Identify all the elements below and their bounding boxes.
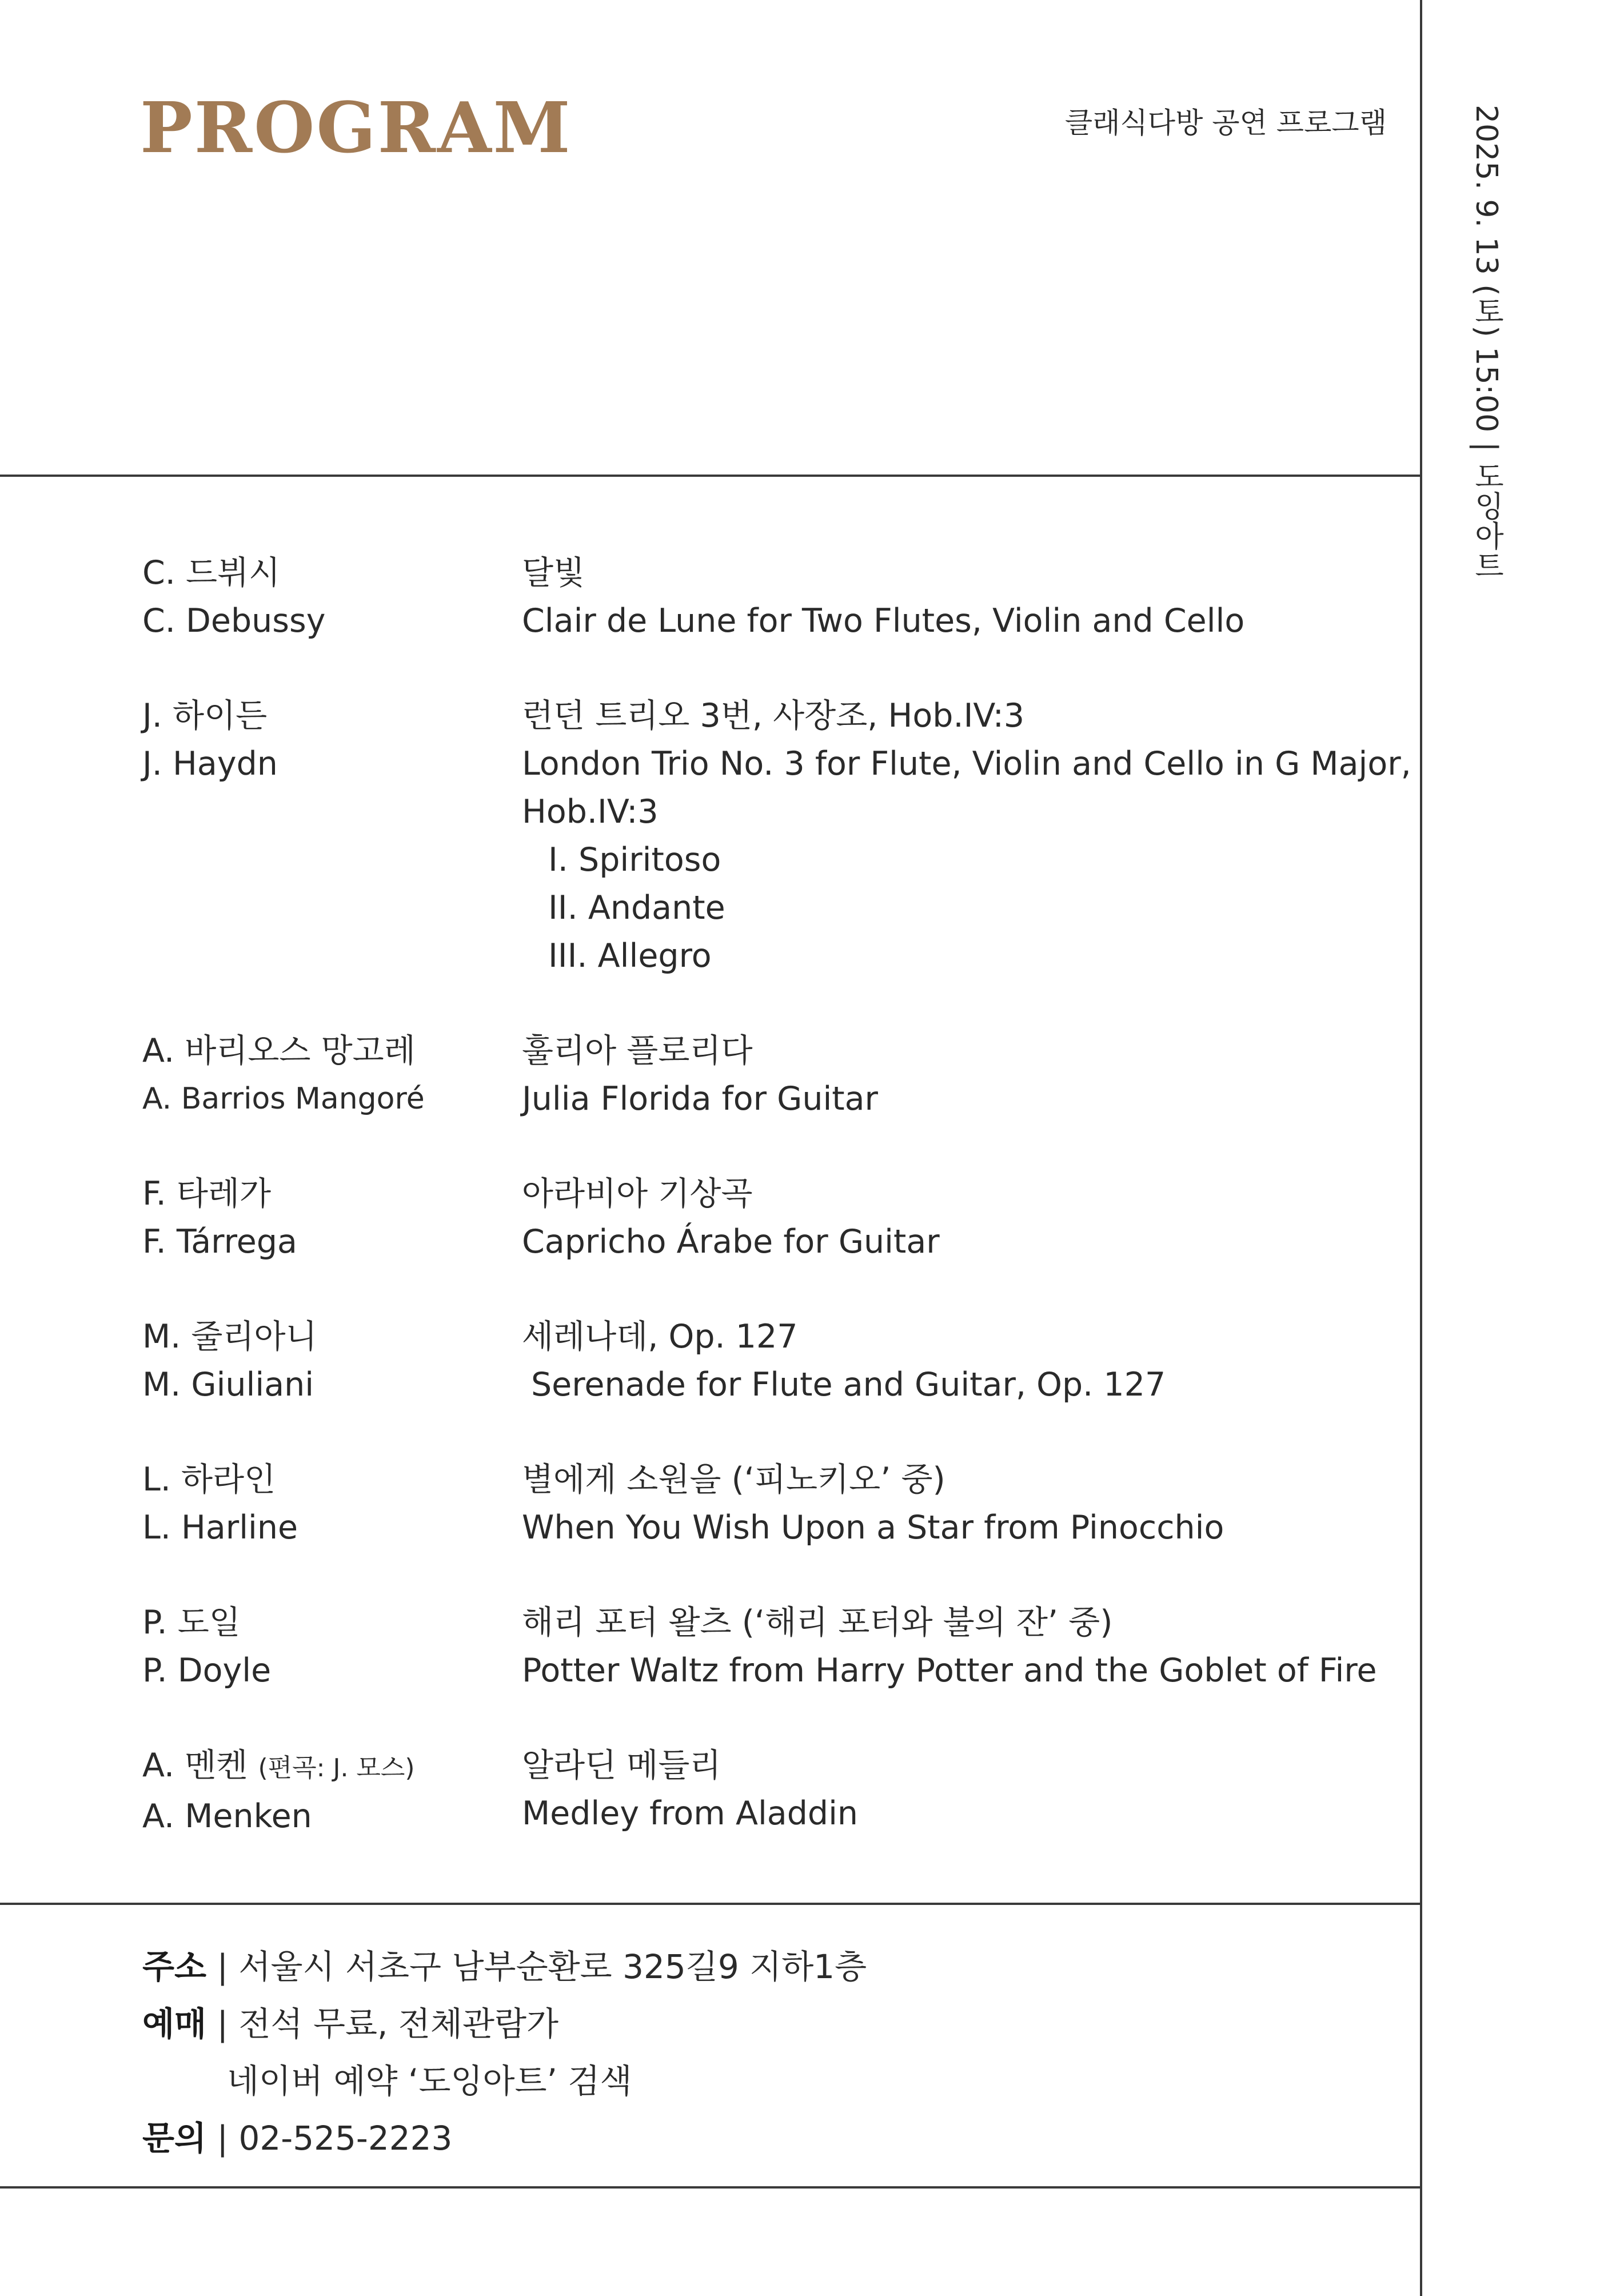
work-english: Capricho Árabe for Guitar: [522, 1223, 940, 1261]
work-english: Hob.IV:3: [522, 793, 659, 831]
composer-korean: F. 타레가: [142, 1175, 272, 1213]
address-row: [142, 1938, 867, 1995]
work-korean: 알라딘 메들리: [522, 1747, 721, 1784]
work-english: Julia Florida for Guitar: [522, 1080, 878, 1118]
work-korean: 세레나데, Op. 127: [522, 1318, 798, 1356]
work: [522, 692, 1411, 980]
composer: [142, 1170, 522, 1266]
booking-value: 전석 무료, 전체관람가: [238, 2004, 559, 2043]
program-item: [142, 549, 1406, 645]
composer: [142, 1313, 522, 1409]
separator: |: [217, 2119, 229, 2158]
work-korean: 달빛: [522, 554, 585, 592]
work-korean: 훌리아 플로리다: [522, 1032, 753, 1070]
contact-value: 02-525-2223: [238, 2119, 453, 2158]
composer-korean: C. 드뷔시: [142, 554, 281, 592]
composer-english: P. Doyle: [142, 1652, 272, 1689]
composer-korean-name: A. 멘켄: [142, 1747, 248, 1784]
vertical-divider: [1420, 0, 1422, 2296]
address-label: 주소: [142, 1947, 207, 1986]
footer-top-divider: [0, 1903, 1421, 1905]
composer-korean: [142, 1741, 522, 1792]
composer: [142, 1599, 522, 1695]
footer-bottom-divider: [0, 2186, 1421, 2189]
work: [522, 1599, 1406, 1695]
work-korean: 런던 트리오 3번, 사장조, Hob.IV:3: [522, 697, 1025, 735]
program-item: [142, 1027, 1406, 1123]
composer-english: C. Debussy: [142, 602, 326, 640]
work: [522, 1456, 1406, 1552]
program-item: [142, 1170, 1406, 1266]
composer-korean: A. 바리오스 망고레: [142, 1032, 416, 1070]
work-korean: 아라비아 기상곡: [522, 1175, 753, 1213]
movement: II. Andante: [548, 889, 725, 927]
composer-english: F. Tárrega: [142, 1223, 297, 1261]
work-korean: 해리 포터 왈츠 (‘해리 포터와 불의 잔’ 중): [522, 1604, 1113, 1641]
booking-row: [142, 1995, 867, 2052]
composer: [142, 1027, 522, 1123]
composer-english: J. Haydn: [142, 745, 278, 783]
composer: [142, 1741, 522, 1840]
work-english: Potter Waltz from Harry Potter and the Goblet of Fire: [522, 1652, 1377, 1689]
separator: |: [217, 1947, 229, 1986]
event-info: [142, 1938, 867, 2167]
page-subtitle: 클래식다방 공연 프로그램: [1064, 106, 1387, 139]
work: [522, 1741, 1406, 1840]
work-english: Serenade for Flute and Guitar, Op. 127: [531, 1366, 1166, 1404]
work: [522, 1170, 1406, 1266]
work: [522, 1313, 1406, 1409]
composer: [142, 549, 522, 645]
address-value: 서울시 서초구 남부순환로 325길9 지하1층: [238, 1947, 867, 1986]
work: [522, 549, 1406, 645]
composer-english: A. Barrios Mangoré: [142, 1082, 425, 1116]
booking-note: 네이버 예약 ‘도잉아트’ 검색: [227, 2062, 632, 2100]
booking-label: 예매: [142, 2004, 207, 2043]
program-item: [142, 1313, 1406, 1409]
composer: [142, 1456, 522, 1552]
movement: III. Allegro: [548, 937, 712, 975]
composer-english: L. Harline: [142, 1509, 298, 1546]
work-english: London Trio No. 3 for Flute, Violin and Cello in G Major,: [522, 745, 1411, 783]
composer: [142, 692, 522, 980]
contact-row: [142, 2110, 867, 2167]
movement: I. Spiritoso: [548, 841, 721, 879]
program-item: [142, 692, 1411, 980]
program-item: [142, 1456, 1406, 1552]
program-item: [142, 1599, 1406, 1695]
arranger-note: (편곡: J. 모스): [258, 1753, 415, 1783]
event-date-venue: 2025. 9. 13 (토) 15:00 | 도잉아트: [1469, 105, 1503, 580]
composer-korean: P. 도일: [142, 1604, 241, 1641]
work-english: Clair de Lune for Two Flutes, Violin and Cello: [522, 602, 1245, 640]
program-item: [142, 1741, 1406, 1840]
contact-label: 문의: [142, 2119, 207, 2158]
work-english: Medley from Aladdin: [522, 1795, 859, 1832]
composer-english: M. Giuliani: [142, 1366, 314, 1404]
separator: |: [217, 2004, 229, 2043]
program-list: [142, 549, 1411, 1887]
work-korean: 별에게 소원을 (‘피노키오’ 중): [522, 1461, 945, 1498]
work-english: When You Wish Upon a Star from Pinocchio: [522, 1509, 1224, 1546]
header-divider: [0, 475, 1421, 477]
composer-english: A. Menken: [142, 1797, 312, 1835]
composer-korean: M. 줄리아니: [142, 1318, 317, 1356]
composer-korean: L. 하라인: [142, 1461, 276, 1498]
work: [522, 1027, 1406, 1123]
composer-korean: J. 하이든: [142, 697, 268, 735]
page-title: PROGRAM: [140, 86, 572, 169]
